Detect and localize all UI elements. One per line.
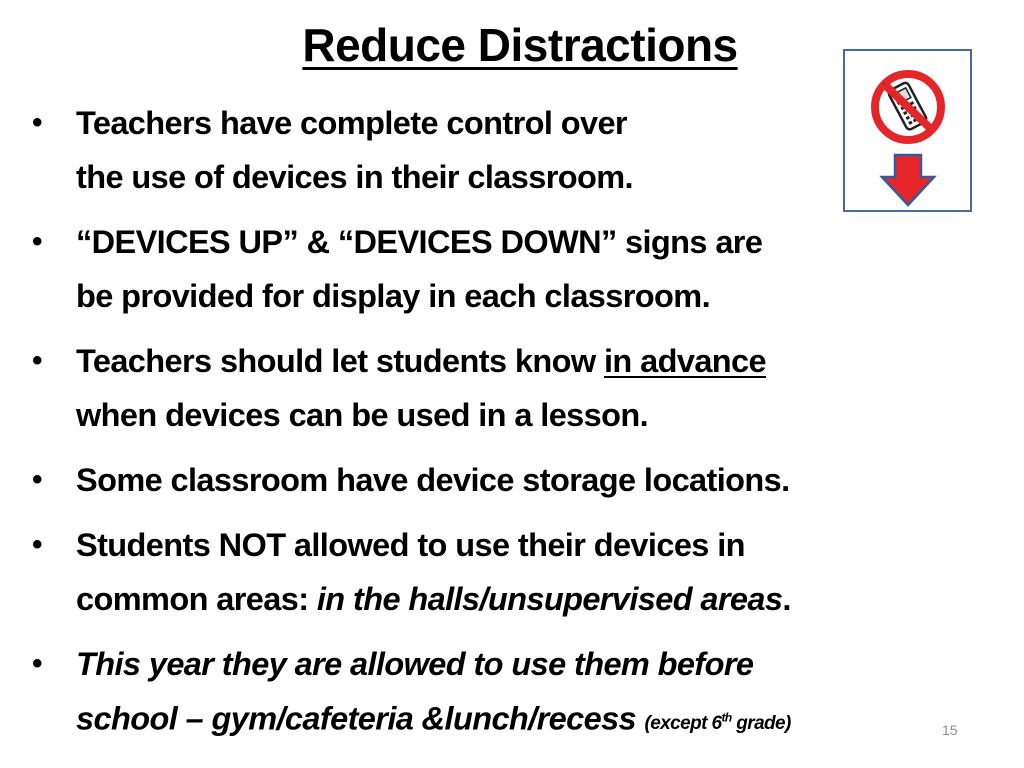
bullet-text: Students NOT allowed to use their devices in [76, 527, 745, 563]
bullet-common-areas [32, 518, 1017, 626]
bullet-in-advance [32, 334, 1017, 442]
bullet-dot: • [32, 463, 42, 496]
bullet-dot: • [32, 344, 42, 377]
bullet-text: when devices can be used in a lesson. [76, 397, 649, 433]
bullet-text: be provided for display in each classroom. [76, 278, 711, 314]
bullet-text: common areas: [76, 581, 317, 617]
bullet-text: Some classroom have device storage locations. [76, 462, 790, 498]
underlined-text: in advance [604, 343, 766, 379]
bullet-text: “DEVICES UP” & “DEVICES DOWN” signs are [76, 224, 763, 260]
bullet-text: . [782, 581, 791, 617]
slide-title: Reduce Distractions [302, 19, 738, 71]
bullet-dot: • [32, 106, 42, 139]
bullet-text: Teachers should let students know [76, 343, 604, 379]
bullet-dot: • [32, 528, 42, 561]
slide-number: 15 [942, 722, 958, 738]
bullet-storage-locations [32, 453, 1017, 507]
bullet-teachers-control [32, 96, 1017, 204]
italic-text: in the halls/unsupervised areas [316, 581, 783, 617]
bullet-list [32, 96, 1017, 762]
bullet-dot: • [32, 647, 42, 680]
bullet-text: Teachers have complete control over [76, 105, 627, 141]
bullet-dot: • [32, 225, 42, 258]
bullet-devices-signs [32, 215, 1017, 323]
bullet-this-year [32, 637, 1017, 751]
grade-note: (except 6th grade) [644, 711, 791, 735]
bullet-text: the use of devices in their classroom. [76, 159, 633, 195]
bullet-text: This year they are allowed to use them before [76, 646, 754, 682]
bullet-text: school – gym/cafeteria &lunch/recess [76, 700, 637, 737]
